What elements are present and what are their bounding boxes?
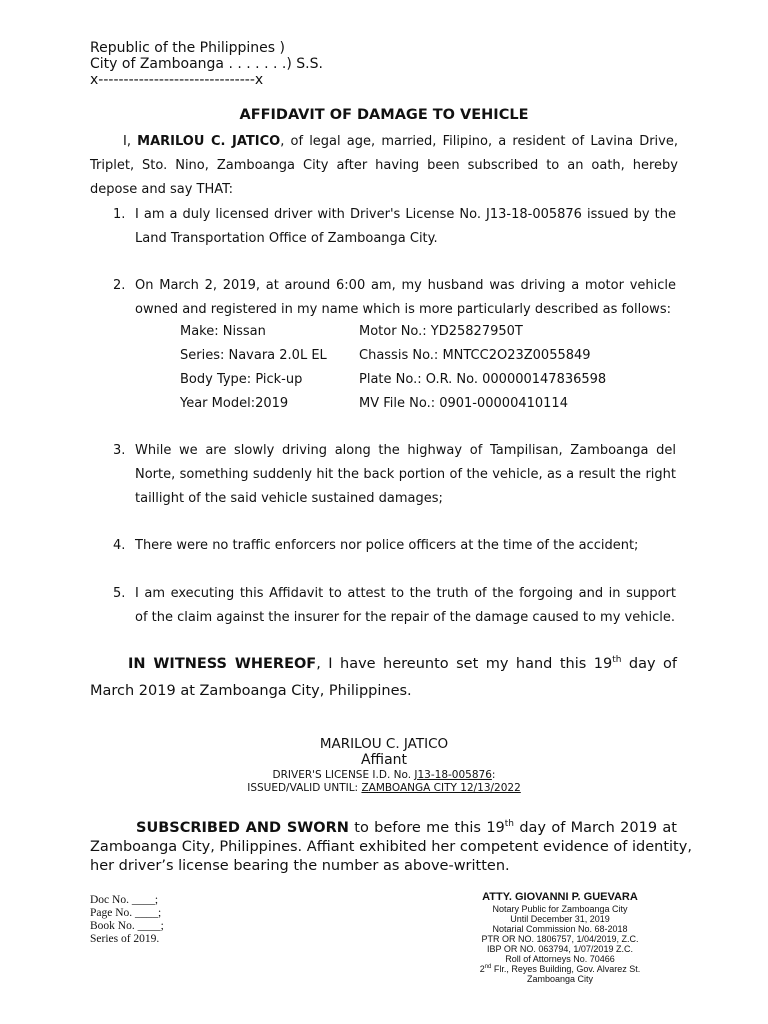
notary-line-8: Zamboanga City: [526, 974, 594, 984]
item-2-number: 2.: [113, 278, 126, 293]
affiant-license: DRIVER'S LICENSE I.D. No. J13-18-005876:: [272, 769, 496, 781]
header-line-1: Republic of the Philippines ): [90, 40, 285, 56]
vehicle-body-type: Body Type: Pick-up: [180, 372, 303, 387]
vehicle-plate-no: Plate No.: O.R. No. 000000147836598: [359, 372, 607, 387]
item-1-line-1: I am a duly licensed driver with Driver's License No. J13-18-005876 issued by the: [135, 207, 676, 222]
vehicle-mv-file-no: MV File No.: 0901-00000410114: [359, 396, 568, 411]
item-4-number: 4.: [113, 538, 126, 553]
vehicle-motor-no: Motor No.: YD25827950T: [359, 324, 523, 339]
witness-line-1: IN WITNESS WHEREOF, I have hereunto set my hand this 19th day of: [128, 655, 677, 672]
affiant-name-inline: MARILOU C. JATICO: [137, 134, 281, 149]
notary-line-6: Roll of Attorneys No. 70466: [505, 954, 615, 964]
page-no: Page No. ____;: [90, 907, 162, 919]
item-3-number: 3.: [113, 443, 126, 458]
doc-no: Doc No. ____;: [90, 894, 159, 906]
vehicle-make: Make: Nissan: [180, 324, 266, 339]
notary-line-5: IBP OR NO. 063794, 1/07/2019 Z.C.: [487, 944, 633, 954]
notary-line-4: PTR OR NO. 1806757, 1/04/2019, Z.C.: [481, 934, 639, 944]
subscribed-line-3: her driver’s license bearing the number as above-written.: [90, 858, 510, 874]
vehicle-series: Series: Navara 2.0L EL: [180, 348, 327, 363]
series-of: Series of 2019.: [90, 933, 160, 945]
item-3-line-2: Norte, something suddenly hit the back portion of the vehicle, as a result the right: [135, 467, 676, 482]
item-1-number: 1.: [113, 207, 126, 222]
vehicle-year-model: Year Model:2019: [180, 396, 289, 411]
header-line-3: x-------------------------------x: [90, 72, 264, 88]
document-title: AFFIDAVIT OF DAMAGE TO VEHICLE: [239, 107, 529, 123]
header-line-2: City of Zamboanga . . . . . . .) S.S.: [90, 56, 323, 72]
item-5-line-2: of the claim against the insurer for the repair of the damage caused to my vehicle.: [135, 610, 675, 625]
vehicle-chassis-no: Chassis No.: MNTCC2O23Z0055849: [359, 348, 591, 363]
intro-line-3: depose and say THAT:: [90, 182, 234, 197]
notary-line-1: Notary Public for Zamboanga City: [492, 904, 628, 914]
affiant-name: MARILOU C. JATICO: [319, 736, 449, 752]
item-3-line-1: While we are slowly driving along the highway of Tampilisan, Zamboanga del: [135, 443, 676, 458]
item-1-line-2: Land Transportation Office of Zamboanga City.: [135, 231, 438, 246]
book-no: Book No. ____;: [90, 920, 164, 932]
notary-name: ATTY. GIOVANNI P. GUEVARA: [482, 891, 638, 903]
item-5-number: 5.: [113, 586, 126, 601]
witness-line-2: March 2019 at Zamboanga City, Philippines.: [90, 683, 412, 699]
item-4-line-1: There were no traffic enforcers nor police officers at the time of the accident;: [135, 538, 639, 553]
item-3-line-3: taillight of the said vehicle sustained damages;: [135, 491, 443, 506]
notary-line-3: Notarial Commission No. 68-2018: [492, 924, 628, 934]
affiant-issued: ISSUED/VALID UNTIL: ZAMBOANGA CITY 12/13/2022: [247, 782, 521, 794]
intro-line-1: I, MARILOU C. JATICO, of legal age, married, Filipino, a resident of Lavina Drive,: [123, 134, 678, 149]
subscribed-line-1: SUBSCRIBED AND SWORN to before me this 19th day of March 2019 at: [136, 819, 677, 836]
affiant-role: Affiant: [360, 752, 408, 768]
intro-line-2: Triplet, Sto. Nino, Zamboanga City after having been subscribed to an oath, hereby: [90, 158, 678, 173]
item-2-line-2: owned and registered in my name which is more particularly described as follows:: [135, 302, 671, 317]
notary-line-7: 2nd Flr., Reyes Building, Gov. Alvarez St.: [479, 964, 641, 974]
item-5-line-1: I am executing this Affidavit to attest to the truth of the forgoing and in support: [135, 586, 676, 601]
item-2-line-1: On March 2, 2019, at around 6:00 am, my husband was driving a motor vehicle: [135, 278, 676, 293]
notary-line-2: Until December 31, 2019: [510, 914, 610, 924]
subscribed-line-2: Zamboanga City, Philippines. Affiant exhibited her competent evidence of identity,: [90, 839, 692, 855]
